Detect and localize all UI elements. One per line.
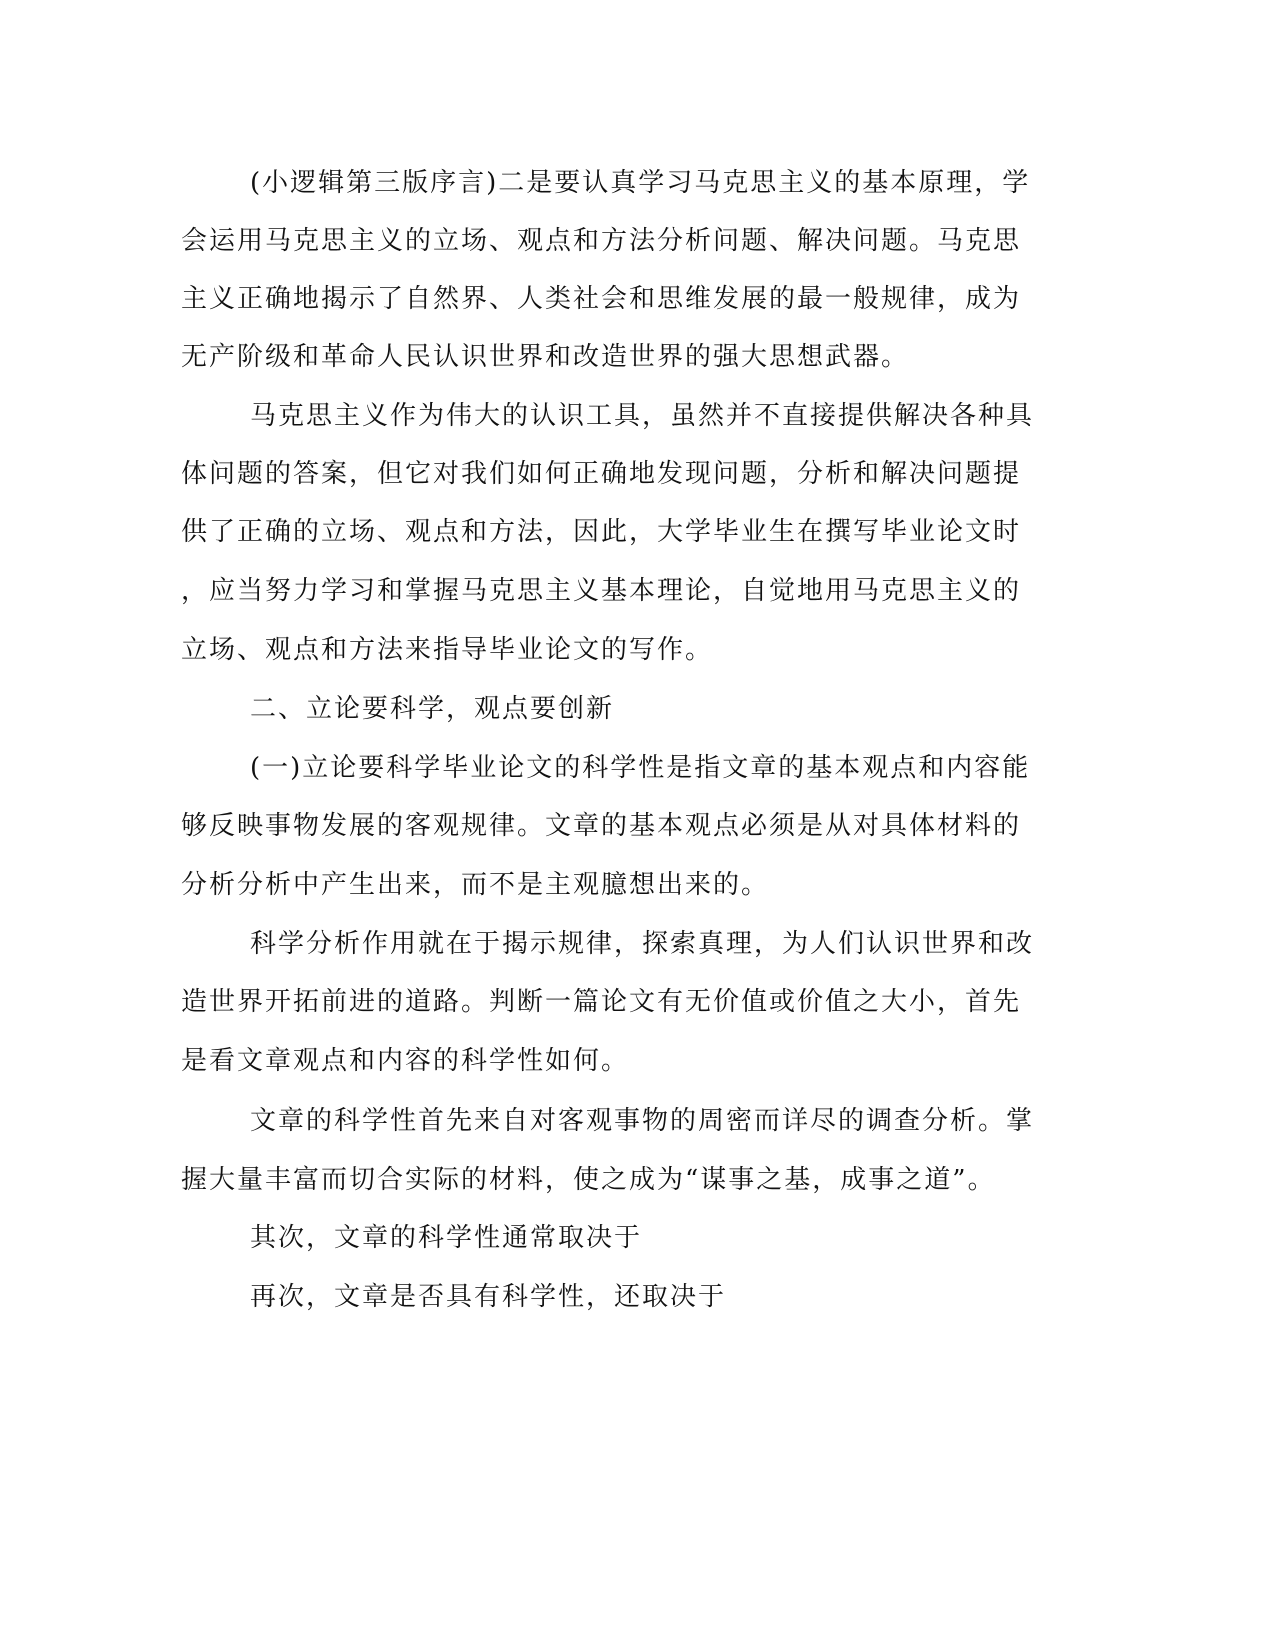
paragraph-4-line-1: (一)立论要科学毕业论文的科学性是指文章的基本观点和内容能 bbox=[250, 753, 1031, 783]
paragraph-1-line-3: 主义正确地揭示了自然界、人类社会和思维发展的最一般规律，成为 bbox=[181, 284, 1022, 314]
paragraph-6-line-2: 握大量丰富而切合实际的材料，使之成为“谋事之基，成事之道”。 bbox=[181, 1165, 996, 1195]
paragraph-2-line-4: ，应当努力学习和掌握马克思主义基本理论，自觉地用马克思主义的 bbox=[181, 576, 1022, 606]
paragraph-5-line-2: 造世界开拓前进的道路。判断一篇论文有无价值或价值之大小，首先 bbox=[181, 987, 1022, 1017]
paragraph-2-line-2: 体问题的答案，但它对我们如何正确地发现问题，分析和解决问题提 bbox=[181, 459, 1022, 489]
paragraph-1-line-2: 会运用马克思主义的立场、观点和方法分析问题、解决问题。马克思 bbox=[181, 226, 1022, 256]
paragraph-7-line-1: 其次，文章的科学性通常取决于 bbox=[250, 1223, 643, 1253]
paragraph-5-line-1: 科学分析作用就在于揭示规律，探索真理，为人们认识世界和改 bbox=[250, 929, 1035, 959]
paragraph-4-line-3: 分析分析中产生出来，而不是主观臆想出来的。 bbox=[181, 870, 770, 900]
paragraph-6-line-1: 文章的科学性首先来自对客观事物的周密而详尽的调查分析。掌 bbox=[250, 1106, 1035, 1136]
paragraph-8-line-1: 再次，文章是否具有科学性，还取决于 bbox=[250, 1282, 727, 1312]
paragraph-2-line-1: 马克思主义作为伟大的认识工具，虽然并不直接提供解决各种具 bbox=[250, 401, 1035, 431]
paragraph-2-line-3: 供了正确的立场、观点和方法，因此，大学毕业生在撰写毕业论文时 bbox=[181, 517, 1022, 547]
paragraph-1-line-1: (小逻辑第三版序言)二是要认真学习马克思主义的基本原理，学 bbox=[250, 168, 1031, 198]
paragraph-5-line-3: 是看文章观点和内容的科学性如何。 bbox=[181, 1046, 630, 1076]
paragraph-1-line-4: 无产阶级和革命人民认识世界和改造世界的强大思想武器。 bbox=[181, 342, 910, 372]
section-heading: 二、立论要科学，观点要创新 bbox=[250, 694, 615, 724]
paragraph-2-line-5: 立场、观点和方法来指导毕业论文的写作。 bbox=[181, 635, 714, 665]
paragraph-4-line-2: 够反映事物发展的客观规律。文章的基本观点必须是从对具体材料的 bbox=[181, 811, 1022, 841]
